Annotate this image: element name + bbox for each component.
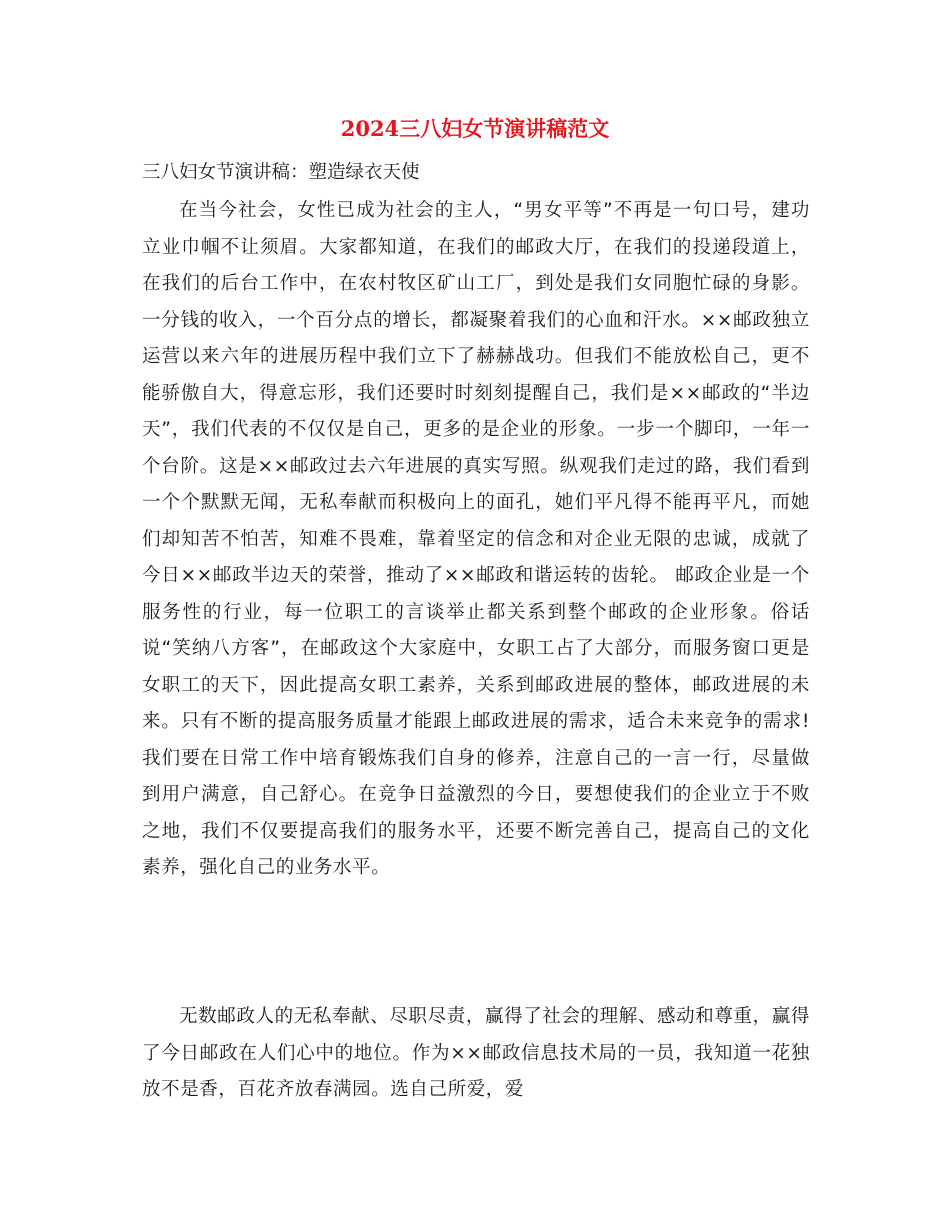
body-paragraph-1: 在当今社会，女性已成为社会的主人，“男女平等”不再是一句口号，建功立业巾帼不让须眉。大家都知道，在我们的邮政大厅，在我们的投递段道上，在我们的后台工作中，在农村牧区矿山工厂，到处是我们女同胞忙碌的身影。一分钱的收入，一个百分点的增长，都凝聚着我们的心血和汗水。××邮政独立运营以来六年的进展历程中我们立下了赫赫战功。但我们不能放松自己，更不能骄傲自大，得意忘形，我们还要时时刻刻提醒自己，我们是××邮政的“半边天”，我们代表的不仅仅是自己，更多的是企业的形象。一步一个脚印，一年一个台阶。这是××邮政过去六年进展的真实写照。纵观我们走过的路，我们看到一个个默默无闻，无私奉献而积极向上的面孔，她们平凡得不能再平凡，而她们却知苦不怕苦，知难不畏难，靠着坚定的信念和对企业无限的忠诚，成就了今日××邮政半边天的荣誉，推动了××邮政和谐运转的齿轮。 邮政企业是一个服务性的行业，每一位职工的言谈举止都关系到整个邮政的企业形象。俗话说“笑纳八方客”，在邮政这个大家庭中，女职工占了大部分，而服务窗口更是女职工的天下，因此提高女职工素养，关系到邮政进展的整体，邮政进展的未来。只有不断的提高服务质量才能跟上邮政进展的需求，适合未来竞争的需求!我们要在日常工作中培育锻炼我们自身的修养，注意自己的一言一行，尽量做到用户满意，自己舒心。在竞争日益激烈的今日，要想使我们的企业立于不败之地，我们不仅要提高我们的服务水平，还要不断完善自己，提高自己的文化素养，强化自己的业务水平。 [142,200,810,878]
speech-subtitle: 三八妇女节演讲稿：塑造绿衣天使 [142,162,420,183]
document-title: 2024三八妇女节演讲稿范文 [340,116,610,141]
body-paragraph-2: 无数邮政人的无私奉献、尽职尽责，赢得了社会的理解、感动和尊重，赢得了今日邮政在人们心中的地位。作为××邮政信息技术局的一员，我知道一花独放不是香，百花齐放春满园。选自己所爱，爱 [142,1006,810,1100]
